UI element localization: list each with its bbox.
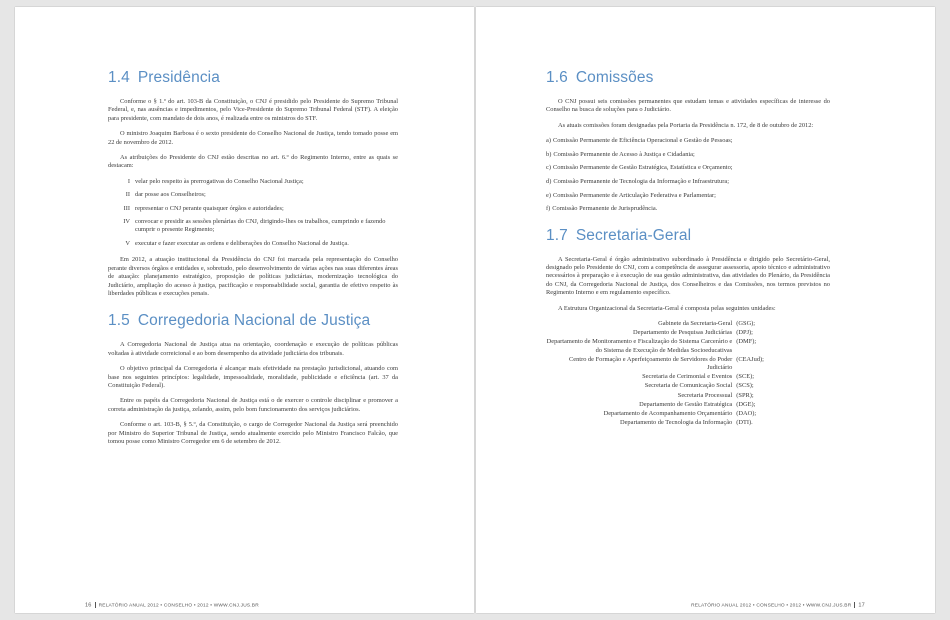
unit-abbreviation: (DPJ); — [736, 329, 753, 337]
table-row — [546, 410, 830, 419]
table-row — [546, 401, 830, 410]
list-item-text: Comissão Permanente de Eficiência Operacional e Gestão de Pessoas; — [552, 137, 733, 145]
list-item-text: Comissão Permanente de Acesso à Justiça e Cidadania; — [553, 150, 695, 158]
unit-abbreviation: (SPR); — [736, 391, 754, 399]
list-item-numeral: V — [125, 239, 130, 247]
list-item — [108, 218, 398, 235]
table-row — [546, 382, 830, 391]
paragraph: As atribuições do Presidente do CNJ estão descritas no art. 6.º do Regimento Interno, entre as quais se destacam: — [108, 154, 398, 170]
list-item-text: convocar e presidir as sessões plenárias do CNJ, dirigindo-lhes os trabalhos, cumprindo e fazendo cumprir o presente Regimento; — [135, 218, 386, 234]
section-heading-comissoes: 1.6 Comissões — [546, 69, 654, 86]
list-item — [546, 151, 830, 159]
list-item-letter: c) — [546, 164, 551, 172]
unit-abbreviation: (DTI). — [736, 419, 753, 427]
page-footer — [85, 602, 259, 608]
unit-name: Centro de Formação e Aperfeiçoamento de Servidores do Poder Judiciário — [569, 355, 733, 372]
unit-name: Secretaria de Cerimonial e Eventos — [642, 373, 733, 381]
list-item-text: Comissão Permanente de Gestão Estratégica, Estatística e Orçamento; — [552, 164, 733, 172]
list-item — [108, 191, 398, 199]
table-row — [546, 392, 830, 401]
page-number: 17 — [858, 602, 865, 608]
unit-abbreviation: (SCS); — [736, 382, 754, 390]
list-item-text: executar e fazer executar as ordens e deliberações do Conselho Nacional de Justiça. — [135, 239, 349, 247]
list-item-numeral: IV — [123, 218, 130, 226]
list-item — [108, 240, 398, 248]
paragraph: As atuais comissões foram designadas pela Portaria da Presidência n. 172, de 8 de outubro de 2012: — [558, 121, 814, 129]
list-item-numeral: III — [123, 204, 130, 212]
footer-text: RELATÓRIO ANUAL 2012 • CONSELHO • 2012 • WWW.CNJ.JUS.BR — [98, 603, 259, 608]
footer-text: RELATÓRIO ANUAL 2012 • CONSELHO • 2012 • WWW.CNJ.JUS.BR — [691, 603, 852, 608]
list-item — [108, 205, 398, 213]
right-page — [476, 7, 935, 613]
table-row — [546, 356, 830, 373]
paragraph: O CNJ possui seis comissões permanentes que estudam temas e atividades específicas de interesse do Conselho na busca de soluções para o Judiciário. — [546, 98, 830, 114]
unit-name: Gabinete da Secretaria-Geral — [658, 320, 733, 328]
paragraph: A Corregedoria Nacional de Justiça atua na orientação, coordenação e execução de políticas públicas voltadas à atividade correicional e ao bom desempenho da atividade judiciária dos tribunais. — [108, 341, 398, 357]
list-item — [546, 164, 830, 172]
list-item-text: dar posse aos Conselheiros; — [135, 191, 206, 199]
paragraph: Em 2012, a atuação institucional da Presidência do CNJ foi marcada pela representação do Conselho perante diversos órgãos e entidades e, sobretudo, pelo desenvolvimento de várias ações nas suas diferentes áreas de atuação: planejamento estratégico, proposição de políticas judiciárias, modernização tecnológica do Judiciário, ampliação do acesso à justiça, pacificação e responsabilidade social, garantia de efetivo respeito às liberdades públicas e execuções penais. — [108, 256, 398, 297]
list-item-text: Comissão Permanente de Jurisprudência. — [552, 205, 658, 213]
list-item-text: Comissão Permanente de Articulação Federativa e Parlamentar; — [552, 191, 716, 199]
paragraph: A Secretaria-Geral é órgão administrativo subordinado à Presidência e dirigido pelo Secretário-Geral, designado pelo Presidente do CNJ, com a competência de assegurar assessoria, apoio técnico e administrativo necessários à preparação e à execução de sua gestão administrativa, das atividades do Plenário, da Presidência do CNJ, da Corregedoria Nacional de Justiça, dos Conselheiros e das Comissões, nos termos previstos no Regimento Interno e em regulamento específico. — [546, 255, 830, 297]
list-item-letter: d) — [546, 178, 552, 185]
unit-name: Departamento de Monitoramento e Fiscalização do Sistema Carcerário e do Sistema de Execução de Medidas Socioeducativas — [546, 338, 733, 354]
list-item-letter: a) — [546, 137, 551, 145]
list-item-text: Comissão Permanente de Tecnologia da Informação e Infraestrutura; — [553, 178, 729, 185]
list-item — [546, 137, 830, 145]
list-item-text: velar pelo respeito às prerrogativas do Conselho Nacional Justiça; — [135, 177, 304, 185]
paragraph: A Estrutura Organizacional da Secretaria-Geral é composta pelas seguintes unidades: — [558, 304, 776, 312]
section-heading-secretaria: 1.7 Secretaria-Geral — [546, 226, 692, 244]
unit-abbreviation: (DAO); — [736, 410, 757, 418]
list-item — [546, 178, 830, 186]
attributions-list — [108, 178, 398, 248]
unit-name: Departamento de Pesquisas Judiciárias — [633, 329, 733, 337]
list-item-letter: b) — [546, 150, 552, 158]
list-item — [108, 178, 398, 186]
list-item-letter: e) — [546, 191, 551, 199]
page-footer — [691, 602, 865, 608]
paragraph: Conforme o art. 103-B, § 5.º, da Constituição, o cargo de Corregedor Nacional da Justiça será preenchido por Ministro do Superior Tribunal de Justiça, sendo atualmente exercido pelo Ministro Francisco Falcão, que tomou posse como Ministro Corregedor em 6 de setembro de 2012. — [108, 421, 398, 445]
unit-abbreviation: (DMF); — [736, 338, 757, 346]
page-number: 16 — [85, 602, 92, 608]
right-column — [546, 69, 830, 428]
unit-name: Departamento de Gestão Estratégica — [639, 400, 733, 408]
table-row — [546, 329, 830, 338]
list-item-text: representar o CNJ perante quaisquer órgãos e autoridades; — [135, 204, 284, 212]
commissions-list — [546, 137, 830, 213]
section-heading-corregedoria: 1.5 Corregedoria Nacional de Justiça — [108, 312, 371, 330]
table-row — [546, 419, 830, 428]
paragraph: O objetivo principal da Corregedoria é alcançar mais efetividade na prestação jurisdicional, atuando com base nos seguintes princípios: legalidade, impessoalidade, moralidade, publicidade e eficiência (art. 37 da Constituição Federal). — [108, 365, 398, 389]
left-page — [15, 7, 474, 613]
paragraph: Conforme o § 1.º do art. 103-B da Constituição, o CNJ é presidido pelo Presidente do Supremo Tribunal Federal, e, nas ausências e impedimentos, pelo Vice-Presidente do Supremo Tribunal Federal (STF). A eleição para presidente, com mandato de dois anos, é realizada entre os ministros do STF. — [108, 98, 398, 122]
unit-name: Departamento de Acompanhamento Orçamentário — [603, 410, 733, 418]
list-item-numeral: I — [127, 177, 130, 185]
table-row — [546, 320, 830, 329]
unit-abbreviation: (GSG); — [736, 320, 756, 328]
paragraph: O ministro Joaquim Barbosa é o sexto presidente do Conselho Nacional de Justiça, tendo tomado posse em 22 de novembro de 2012. — [108, 130, 398, 146]
paragraph: Entre os papéis da Corregedoria Nacional de Justiça está o de exercer o controle disciplinar e promover a correta administração da justiça, zelando, assim, pelo bom funcionamento dos serviços judiciários. — [108, 397, 398, 413]
table-row — [546, 338, 830, 355]
section-heading-presidencia: 1.4 Presidência — [108, 69, 220, 86]
unit-abbreviation: (SCE); — [736, 373, 755, 381]
unit-abbreviation: (DGE); — [736, 400, 756, 408]
unit-name: Secretaria Processual — [677, 391, 733, 399]
footer-divider — [95, 602, 96, 608]
unit-name: Secretaria de Comunicação Social — [644, 382, 733, 390]
left-column — [108, 69, 398, 453]
list-item — [546, 192, 830, 200]
list-item-numeral: II — [125, 191, 130, 199]
unit-abbreviation: (CEAJud); — [736, 355, 764, 363]
table-row — [546, 373, 830, 382]
units-table — [546, 320, 830, 428]
footer-divider — [854, 602, 855, 608]
list-item-letter: f) — [546, 205, 551, 213]
unit-name: Departamento de Tecnologia da Informação — [619, 419, 733, 427]
list-item — [546, 205, 830, 213]
